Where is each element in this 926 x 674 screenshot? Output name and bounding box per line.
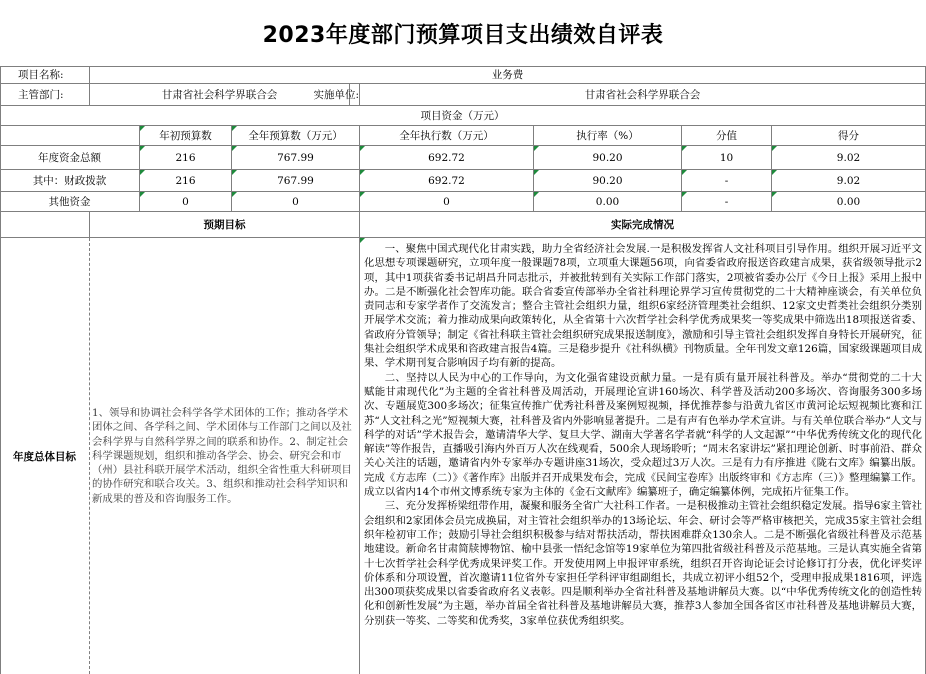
funds-row-label: 其中：财政拨款 <box>0 170 140 192</box>
funds-cell: 767.99 <box>232 146 360 170</box>
actual-paragraph: 二、坚持以人民为中心的工作导向，为文化强省建设贡献力量。一是有质有量开展社科普及。举办“贯彻党的二十大 赋能甘肃现代化”为主题的全省社科普及周活动，开展理论宣讲160场次、科学普及活动200多场次、咨询服务300多场次、专题展览300多场次；征集宣传推广优秀社科普及案例短视频，择优推荐参与沿黄九省区市黄河论坛短视频比赛和江苏“人文社科之光”短视频大赛，社科普及省内外影响显著提升。二是有声有色举办学术宣讲。与有关单位联合举办“人文与科学的对话”学术报告会，邀请清华大学、复旦大学、湖南大学著名学者就“科学的人文起源”“中华优秀传统文化的现代化解读”等作报告，直播吸引海内外百万人次在线观看，500余人现场聆听；“周末名家讲坛”紧扣理论创新、时事前沿、群众关心关注的话题，邀请省内外专家举办专题讲座31场次，受众超过3万人次。三是有力有序推进《陇右文库》编纂出版。完成《方志库（二）》《著作库》出版并召开成果发布会，完成《民间宝卷库》出版终审和《方志库（三）》整理编纂工作。成立以省内14个市州文博系统专家为主体的《金石文献库》编纂班子，确定编纂体例，完成拓片征集工作。 <box>364 371 922 499</box>
implementing-unit-value: 甘肃省社会科学界联合会 <box>360 84 926 106</box>
funds-cell: 0 <box>232 192 360 212</box>
funds-cell: - <box>682 192 772 212</box>
funds-row-label: 其他资金 <box>0 192 140 212</box>
funds-cell: - <box>682 170 772 192</box>
funds-cell: 692.72 <box>360 170 534 192</box>
funds-cell: 9.02 <box>772 146 926 170</box>
annual-goal-label: 年度总体目标 <box>0 238 90 674</box>
funds-cell: 90.20 <box>534 170 682 192</box>
goals-header-blank <box>0 212 90 238</box>
project-name-value: 业务费 <box>90 66 926 84</box>
actual-completion-body <box>364 242 922 628</box>
department-value: 甘肃省社会科学界联合会 <box>90 84 350 106</box>
funds-header-executed: 全年执行数（万元） <box>360 126 534 146</box>
funds-cell: 10 <box>682 146 772 170</box>
funds-header-initial-budget: 年初预算数 <box>140 126 232 146</box>
funds-section-title: 项目资金（万元） <box>0 106 926 126</box>
goals-header-actual: 实际完成情况 <box>360 212 926 238</box>
actual-paragraph: 一、聚焦中国式现代化甘肃实践，助力全省经济社会发展.一是积极发挥省人文社科项目引导作用。组织开展习近平文化思想专项课题研究，立项年度一般课题78项，立项重大课题56项，向省委省政府报送咨政建言成果，获省级领导批示2项，其中1项获省委书记胡昌升同志批示，并被批转到有关实际工作部门落实，2项被省委办公厅《今日上报》采用上报中办。二是不断强化社会智库功能。联合省委宣传部举办全省社科理论界学习宣传贯彻党的二十大精神座谈会，有关单位负责同志和专家学者作了交流发言；整合主管社会组织力量，组织6家经济管理类社会组织、12家文史哲类社会组织分类别开展学术交流；着力推动成果向政策转化，从全省第十六次哲学社会科学优秀成果奖一等奖成果中筛选出18项报送省委、省政府分管领导；制定《省社科联主管社会组织研究成果报送制度》，激励和引导主管社会组织发挥自身特长开展研究，征集社会组织学术成果和咨政建言报告4篇。三是稳步提升《社科纵横》刊物质量。全年刊发文章126篇，国家级课题项目成果、学术期刊复合影响因子均有新的提高。 <box>364 243 922 370</box>
funds-header-weight: 分值 <box>682 126 772 146</box>
funds-cell: 692.72 <box>360 146 534 170</box>
project-name-label: 项目名称: <box>0 66 90 84</box>
funds-cell: 0.00 <box>772 192 926 212</box>
funds-cell: 90.20 <box>534 146 682 170</box>
expected-goal-cell <box>90 238 360 674</box>
funds-row-label: 年度资金总额 <box>0 146 140 170</box>
funds-cell: 0.00 <box>534 192 682 212</box>
funds-cell: 216 <box>140 170 232 192</box>
implementing-unit-label: 实施单位: <box>350 84 360 106</box>
funds-cell: 9.02 <box>772 170 926 192</box>
funds-cell: 0 <box>140 192 232 212</box>
actual-paragraph: 三、充分发挥桥梁纽带作用，凝聚和服务全省广大社科工作者。一是积极推动主管社会组织稳定发展。指导6家主管社会组织和2家团体会员完成换届，对主管社会组织举办的13场论坛、年会、研讨会等严格审核把关，完成35家主管社会组织年检初审工作；鼓励引导社会组织积极参与结对帮扶活动，帮扶困难群众130余人。二是不断强化省级社科普及示范基地建设。新命名甘肃简牍博物馆、榆中县张一悟纪念馆等19家单位为第四批省级社科普及示范基地。三是认真实施全省第十七次哲学社会科学优秀成果评奖工作。开发使用网上申报评审系统，组织召开咨询论证会讨论修订打分表，优化评奖评价体系和分项设置，首次邀请11位省外专家担任学科评审组副组长，共成立初评小组52个，受理申报成果1816项，评选出300项获奖成果以省委省政府名义表彰。四是顺利举办全省社科普及基地讲解员大赛。以“中华优秀传统文化的创造性转化和创新性发展”为主题，举办首届全省社科普及基地讲解员大赛，推荐3人参加全国各省区市社科普及基地讲解员大赛，分别获一等奖、二等奖和优秀奖，3家单位获优秀组织奖。 <box>364 500 922 627</box>
funds-cell: 767.99 <box>232 170 360 192</box>
department-label: 主管部门: <box>0 84 90 106</box>
funds-header-rate: 执行率（%） <box>534 126 682 146</box>
goals-header-expected: 预期目标 <box>90 212 360 238</box>
expected-goal-text: 1、领导和协调社会科学各学术团体的工作；推动各学术团体之间、各学科之间、学术团体与工作部门之间以及社会科学界与自然科学界之间的联系和协作。2、制定社会科学课题规划，组织和推动各学会、协会、研究会和市（州）县社科联开展学术活动，组织全省性重大科研项目的协作研究和联合攻关。3、组织和推动社会科学知识和新成果的普及和咨询服务工作。 <box>92 406 352 505</box>
funds-header-blank <box>0 126 140 146</box>
funds-cell: 0 <box>360 192 534 212</box>
page-title: 2023年度部门预算项目支出绩效自评表 <box>262 22 664 48</box>
funds-header-annual-budget: 全年预算数（万元） <box>232 126 360 146</box>
funds-cell: 216 <box>140 146 232 170</box>
actual-completion-cell <box>360 238 926 674</box>
funds-header-score: 得分 <box>772 126 926 146</box>
